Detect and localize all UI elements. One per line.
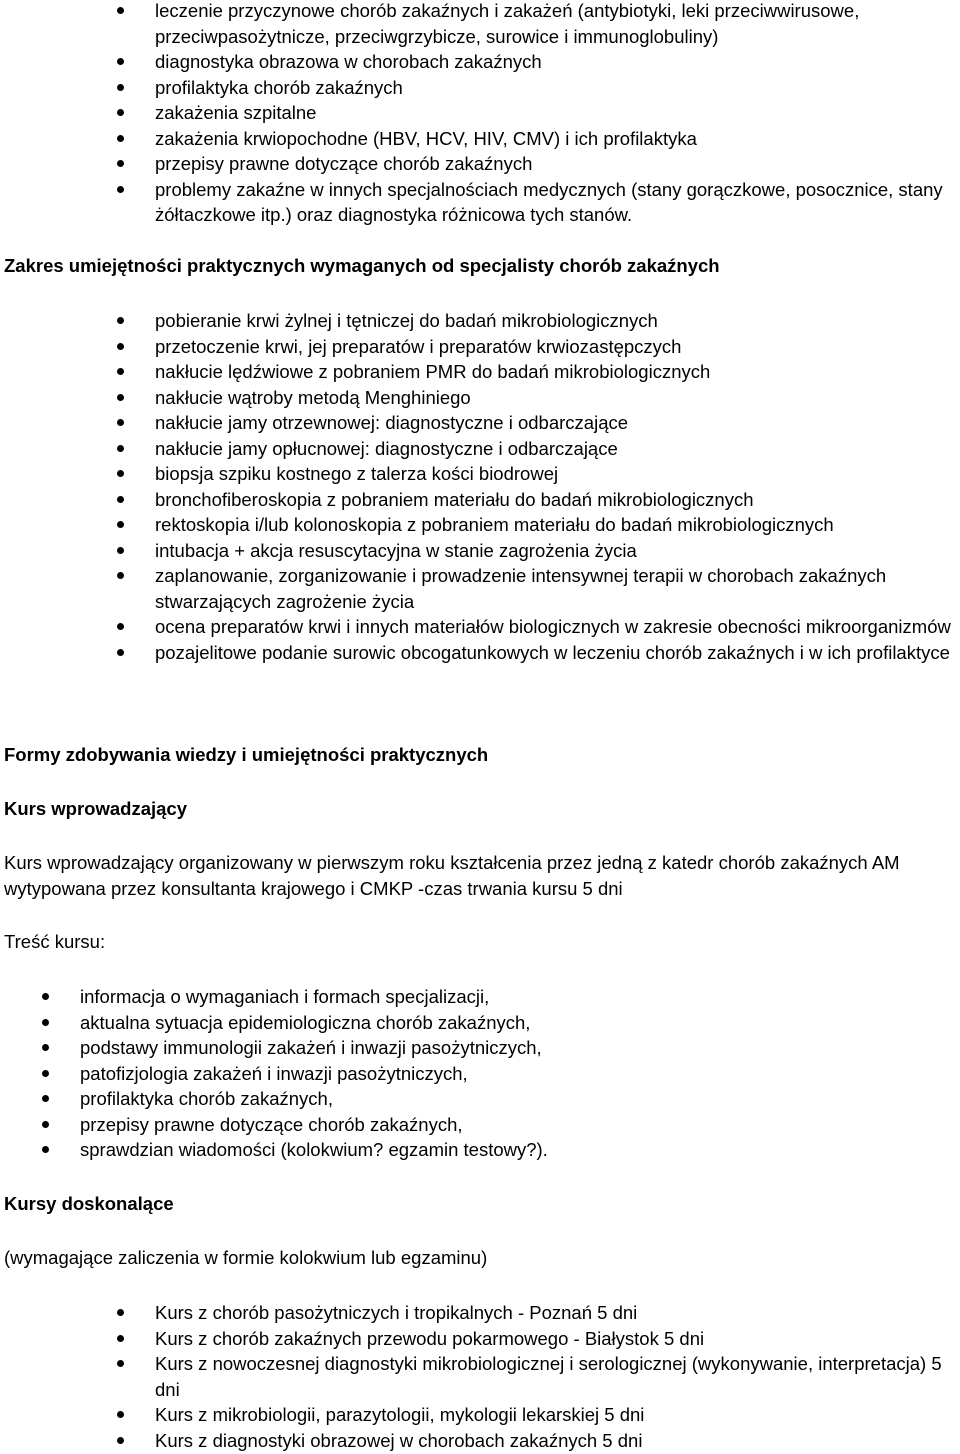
list-item: podstawy immunologii zakażeń i inwazji pasożytniczych, xyxy=(80,1035,940,1061)
list-item: bronchofiberoskopia z pobraniem materiału do badań mikrobiologicznych xyxy=(155,487,955,513)
list-item: rektoskopia i/lub kolonoskopia z pobraniem materiału do badań mikrobiologicznych xyxy=(155,512,955,538)
list-item: przepisy prawne dotyczące chorób zakaźnych, xyxy=(80,1112,940,1138)
list-item: problemy zakaźne w innych specjalnościach medycznych (stany gorączkowe, posocznice, stany żółtaczkowe itp.) oraz diagnostyka różnicowa tych stanów. xyxy=(155,177,955,228)
list-item: Kurs z diagnostyki obrazowej w chorobach zakaźnych 5 dni xyxy=(155,1428,955,1454)
list-item: zakażenia krwiopochodne (HBV, HCV, HIV, CMV) i ich profilaktyka xyxy=(155,126,955,152)
list-item: pobieranie krwi żylnej i tętniczej do badań mikrobiologicznych xyxy=(155,308,955,334)
list-item: Kurs z chorób zakaźnych przewodu pokarmowego - Białystok 5 dni xyxy=(155,1326,955,1352)
course-content-label: Treść kursu: xyxy=(4,931,106,952)
list-item: nakłucie jamy opłucnowej: diagnostyczne i odbarczające xyxy=(155,436,955,462)
list-item: biopsja szpiku kostnego z talerza kości biodrowej xyxy=(155,461,955,487)
forms-heading: Formy zdobywania wiedzy i umiejętności praktycznych xyxy=(4,744,489,765)
list-item: patofizjologia zakażeń i inwazji pasożytniczych, xyxy=(80,1061,940,1087)
advanced-courses-note: (wymagające zaliczenia w formie kolokwium lub egzaminu) xyxy=(4,1247,488,1268)
list-item: sprawdzian wiadomości (kolokwium? egzamin testowy?). xyxy=(80,1137,940,1163)
list-item: Kurs z chorób pasożytniczych i tropikalnych - Poznań 5 dni xyxy=(155,1300,955,1326)
list-item: diagnostyka obrazowa w chorobach zakaźnych xyxy=(155,49,955,75)
advanced-courses-heading: Kursy doskonalące xyxy=(4,1193,174,1214)
list-item: nakłucie wątroby metodą Menghiniego xyxy=(155,385,955,411)
list-item: leczenie przyczynowe chorób zakaźnych i zakażeń (antybiotyki, leki przeciwwirusowe, przeciwpasożytnicze, przeciwgrzybicze, surowice i immunoglobuliny) xyxy=(155,0,955,49)
list-item: przepisy prawne dotyczące chorób zakaźnych xyxy=(155,151,955,177)
intro-course-text: Kurs wprowadzający organizowany w pierwszym roku kształcenia przez jedną z katedr chorób zakaźnych AM wytypowana przez konsultanta krajowego i CMKP -czas trwania kursu 5 dni xyxy=(4,852,900,899)
list-item: Kurs z nowoczesnej diagnostyki mikrobiologicznej i serologicznej (wykonywanie, interpretacja) 5 dni xyxy=(155,1351,955,1402)
list-item: profilaktyka chorób zakaźnych, xyxy=(80,1086,940,1112)
intro-course-heading: Kurs wprowadzający xyxy=(4,798,188,819)
list-item: przetoczenie krwi, jej preparatów i preparatów krwiozastępczych xyxy=(155,334,955,360)
skills-heading: Zakres umiejętności praktycznych wymaganych od specjalisty chorób zakaźnych xyxy=(4,255,720,276)
list-item: nakłucie lędźwiowe z pobraniem PMR do badań mikrobiologicznych xyxy=(155,359,955,385)
list-item: ocena preparatów krwi i innych materiałów biologicznych w zakresie obecności mikroorganizmów xyxy=(155,614,955,640)
skills-list xyxy=(155,308,955,665)
course-content-list xyxy=(80,984,940,1163)
list-item: Kurs z mikrobiologii, parazytologii, mykologii lekarskiej 5 dni xyxy=(155,1402,955,1428)
list-item: profilaktyka chorób zakaźnych xyxy=(155,75,955,101)
list-item: nakłucie jamy otrzewnowej: diagnostyczne i odbarczające xyxy=(155,410,955,436)
list-item: pozajelitowe podanie surowic obcogatunkowych w leczeniu chorób zakaźnych i w ich profilaktyce xyxy=(155,640,955,666)
list-item: informacja o wymaganiach i formach specjalizacji, xyxy=(80,984,940,1010)
advanced-courses-list xyxy=(155,1300,955,1453)
treatment-topics-list xyxy=(155,0,955,228)
list-item: zakażenia szpitalne xyxy=(155,100,955,126)
list-item: zaplanowanie, zorganizowanie i prowadzenie intensywnej terapii w chorobach zakaźnych stwarzających zagrożenie życia xyxy=(155,563,955,614)
list-item: intubacja + akcja resuscytacyjna w stanie zagrożenia życia xyxy=(155,538,955,564)
list-item: aktualna sytuacja epidemiologiczna chorób zakaźnych, xyxy=(80,1010,940,1036)
